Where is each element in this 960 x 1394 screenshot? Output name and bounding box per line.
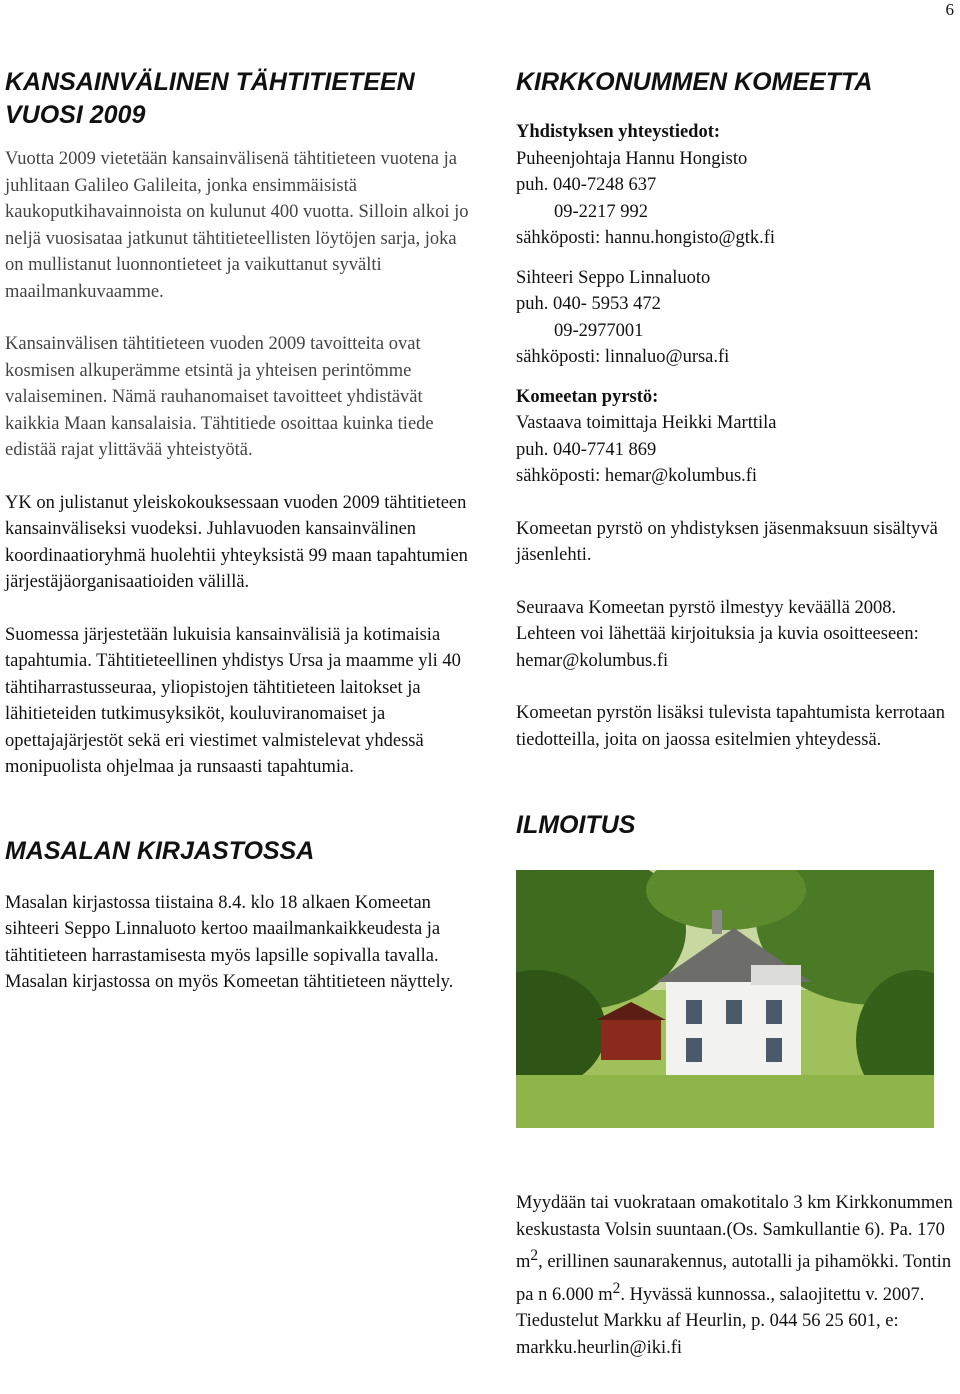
- paper-label: Komeetan pyrstö:: [516, 386, 659, 407]
- chair-phone-1: puh. 040-7248 637: [516, 175, 657, 195]
- next-issue-paragraph: Seuraava Komeetan pyrstö ilmestyy keväällä 2008. Lehteen voi lähettää kirjoituksia ja kuvia osoitteeseen: hemar@kolumbus.fi: [516, 597, 919, 671]
- house-photo: [516, 870, 934, 1128]
- ad-sup-2: 2: [612, 1279, 621, 1297]
- ad-sup-1: 2: [530, 1247, 539, 1264]
- secretary-phone-1: puh. 040- 5953 472: [516, 294, 661, 314]
- ad-text: [516, 1190, 960, 1361]
- contact-label: Yhdistyksen yhteystiedot:: [516, 122, 721, 142]
- club-title: KIRKKONUMMEN KOMEETTA: [516, 68, 873, 96]
- secretary-email: sähköposti: linnaluo@ursa.fi: [516, 347, 730, 367]
- editor-phone: puh. 040-7741 869: [516, 439, 657, 460]
- announcements-paragraph: Komeetan pyrstön lisäksi tulevista tapahtumista kerrotaan tiedotteilla, joita on jaossa esitelmien yhteydessä.: [516, 703, 945, 750]
- chair-email: sähköposti: hannu.hongisto@gtk.fi: [516, 228, 776, 248]
- secretary-phone-2: 09-2977001: [554, 320, 644, 341]
- iya-paragraph-4: Suomessa järjestetään lukuisia kansainvälisiä ja kotimaisia tapahtumia. Tähtitieteellinen yhdistys Ursa ja maamme yli 40 tähtiharrastusseuraa, yliopistojen tähtitieteen laitokset ja lähitieteiden tutkimusyksiköt, kouluviranomaiset ja opettajajärjestöt sekä eri viestimet valmistelevat yhdessä monipuolista ohjelmaa ja runsaasti tapahtumia.: [5, 624, 461, 777]
- title-line-2: VUOSI 2009: [5, 101, 146, 129]
- page-number: 6: [945, 0, 954, 19]
- left-column: [5, 66, 475, 996]
- editor-email: sähköposti: hemar@kolumbus.fi: [516, 466, 758, 486]
- secretary-name: Sihteeri Seppo Linnaluoto: [516, 267, 711, 288]
- ad-text-b: , erillinen saunarakennus, autotalli ja pihamökki. Tontin pa n 6.000 m: [516, 1252, 952, 1305]
- title-line-1: KANSAINVÄLINEN TÄHTITIETEEN: [5, 68, 415, 96]
- article-title-iya: [5, 66, 475, 132]
- ad-text-c: . Hyvässä kunnossa., salaojitettu v. 2007. Tiedustelut Markku af Heurlin, p. 044 56 25 601, e: markku.heurlin@iki.fi: [516, 1284, 925, 1358]
- article-title-library: MASALAN KIRJASTOSSA: [5, 836, 315, 865]
- iya-paragraph-3: YK on julistanut yleiskokouksessaan vuoden 2009 tähtitieteen kansainväliseksi vuodeksi. Juhlavuoden kansainvälinen koordinaatioryhmä huolehtii yhteyksistä 99 maan tapahtumien järjestäjäorganisaatioiden välillä.: [5, 492, 468, 592]
- editor-name: Vastaava toimittaja Heikki Marttila: [516, 413, 777, 433]
- ad-text-a: Myydään tai vuokrataan omakotitalo 3 km Kirkkonummen keskustasta Volsin suuntaan.(Os. Samkullantie 6). Pa. 170 m: [516, 1193, 953, 1273]
- ad-title: ILMOITUS: [516, 811, 636, 839]
- iya-paragraph-1: Vuotta 2009 vietetään kansainvälisenä tähtitieteen vuotena ja juhlitaan Galileo Galileita, jonka ensimmäisistä kaukoputkihavainnoista on kulunut 400 vuotta. Silloin alkoi jo neljä vuosisataa jatkunut tähtitieteellisten löytöjen sarja, joka on mullistanut luonnontieteet ja vaikuttanut syvälti maailmankuvaamme.: [5, 149, 469, 302]
- chair-phone-2: 09-2217 992: [554, 201, 649, 222]
- iya-paragraph-2: Kansainvälisen tähtitieteen vuoden 2009 tavoitteita ovat kosmisen alkuperämme etsintä ja yhteisen perintömme valaiseminen. Nämä rauhanomaiset tavoitteet yhdistävät kaikkia Maan kansalaisia. Tähtitiede osoittaa kuinka tiede edistää rajat ylittävää yhteistyötä.: [5, 334, 434, 460]
- library-paragraph: Masalan kirjastossa tiistaina 8.4. klo 18 alkaen Komeetan sihteeri Seppo Linnaluoto kertoo maailmankaikkeudesta ja tähtitieteen harrastamisesta myös lapsille sopivalla tavalla. Masalan kirjastossa on myös Komeetan tähtitieteen näyttely.: [5, 892, 454, 992]
- right-column: [516, 66, 960, 1361]
- chair-name: Puheenjohtaja Hannu Hongisto: [516, 148, 748, 169]
- membership-paragraph: Komeetan pyrstö on yhdistyksen jäsenmaksuun sisältyvä jäsenlehti.: [516, 518, 938, 565]
- house-photo-image: [516, 870, 934, 1128]
